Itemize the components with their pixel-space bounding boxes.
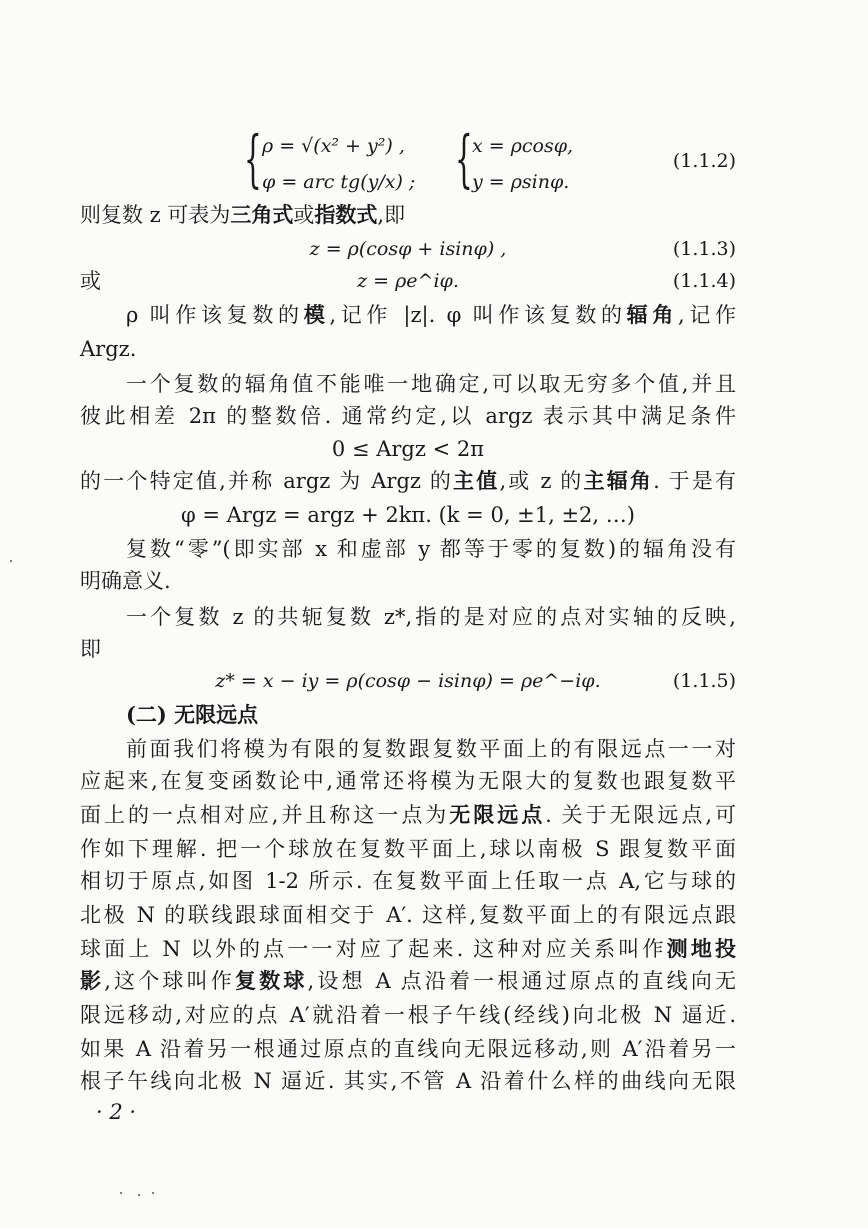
text: . 关于无限远点,可 <box>545 803 736 827</box>
text: ρ 叫作该复数的 <box>126 303 304 327</box>
paragraph-line: 明确意义. <box>80 569 171 593</box>
term-bold: 测地投 <box>666 936 737 961</box>
paragraph-line: 即 <box>80 637 101 661</box>
term-bold: 辐角 <box>626 302 678 327</box>
system-left-line-2: φ = arc tg(y/x) ; <box>262 171 416 193</box>
text: ,或 z 的 <box>499 469 584 493</box>
scan-speck <box>152 1192 154 1194</box>
paragraph-line: 北极 N 的联线跟球面相交于 A′. 这样,复数平面上的有限远点跟 <box>80 903 736 927</box>
paragraph-line: 复数“零”(即实部 x 和虚部 y 都等于零的复数)的辐角没有 <box>126 537 736 561</box>
page-number: · 2 · <box>96 1100 137 1124</box>
paragraph-line <box>80 200 736 230</box>
paragraph-line: Argz. <box>80 337 137 361</box>
text: ,记作 |z|. φ 叫作该复数的 <box>329 303 627 327</box>
text: 面上的一点相对应,并且称这一点为 <box>80 803 450 827</box>
scan-speck <box>10 560 12 562</box>
paragraph-line: 彼此相差 2π 的整数倍. 通常约定,以 argz 表示其中满足条件 <box>80 404 736 428</box>
equation: z* = x − iy = ρ(cosφ − isinφ) = ρe^−iφ. <box>215 670 601 692</box>
right-brace: { <box>455 122 473 195</box>
text: ,设想 A 点沿着一根通过原点的直线向无 <box>307 969 737 993</box>
system-left-line-1: ρ = √(x² + y²) , <box>262 135 405 157</box>
text-lead: 或 <box>80 269 101 293</box>
text: 或 <box>293 203 315 227</box>
paragraph-line <box>80 934 736 964</box>
paragraph-line: 前面我们将模为有限的复数跟复数平面上的有限远点一一对 <box>126 737 736 761</box>
equation-number: (1.1.4) <box>672 270 736 292</box>
text: 的一个特定值,并称 argz 为 Argz 的 <box>80 469 454 493</box>
term-bold: 三角式 <box>230 202 294 227</box>
equation: φ = Argz = argz + 2kπ. (k = 0, ±1, ±2, …) <box>181 503 635 527</box>
paragraph-line: 如果 A 沿着另一根通过原点的直线向无限远移动,则 A′沿着另一 <box>80 1037 736 1061</box>
paragraph-line: 应起来,在复变函数论中,通常还将模为无限大的复数也跟复数平 <box>80 769 736 793</box>
paragraph-line: 一个复数 z 的共轭复数 z*,指的是对应的点对实轴的反映, <box>126 605 736 629</box>
paragraph-line <box>126 300 736 330</box>
paragraph-line <box>80 800 736 830</box>
term-bold: 指数式 <box>314 202 378 227</box>
scan-speck <box>120 1192 122 1194</box>
text: 则复数 z 可表为 <box>80 203 231 227</box>
equation-number: (1.1.2) <box>672 150 736 172</box>
equation-number: (1.1.5) <box>672 670 736 692</box>
left-brace: { <box>244 122 262 195</box>
term-bold: 模 <box>303 302 330 327</box>
paragraph-line <box>80 466 736 496</box>
text: ,记作 <box>678 303 737 327</box>
paragraph-line: 根子午线向北极 N 逼近. 其实,不管 A 沿着什么样的曲线向无限 <box>80 1069 736 1093</box>
inequality: 0 ≤ Argz < 2π <box>331 437 485 461</box>
text: 球面上 N 以外的点一一对应了起来. 这种对应关系叫作 <box>80 937 667 961</box>
paragraph-line: 一个复数的辐角值不能唯一地确定,可以取无穷多个值,并且 <box>126 372 736 396</box>
equation: z = ρ(cosφ + isinφ) , <box>309 238 507 260</box>
term-bold: 主值 <box>453 468 500 493</box>
term-bold: 无限远点 <box>449 802 546 827</box>
scan-speck <box>138 1194 140 1196</box>
paragraph-line: 限远移动,对应的点 A′就沿着一根子午线(经线)向北极 N 逼近. <box>80 1003 736 1027</box>
term-bold: 影 <box>80 968 105 993</box>
system-right-line-1: x = ρcosφ, <box>472 135 574 157</box>
equation: z = ρe^iφ. <box>357 270 459 292</box>
text: ,这个球叫作 <box>104 969 235 993</box>
text: . 于是有 <box>653 469 737 493</box>
system-right-line-2: y = ρsinφ. <box>472 171 570 193</box>
term-bold: 复数球 <box>234 968 308 993</box>
paragraph-line: 相切于原点,如图 1-2 所示. 在复数平面上任取一点 A,它与球的 <box>80 869 736 893</box>
paragraph-line <box>80 966 736 996</box>
section-heading: (二) 无限远点 <box>126 702 259 727</box>
text: ,即 <box>377 203 406 227</box>
paragraph-line: 作如下理解. 把一个球放在复数平面上,球以南极 S 跟复数平面 <box>80 837 736 861</box>
equation-number: (1.1.3) <box>672 238 736 260</box>
term-bold: 主辐角 <box>583 468 654 493</box>
